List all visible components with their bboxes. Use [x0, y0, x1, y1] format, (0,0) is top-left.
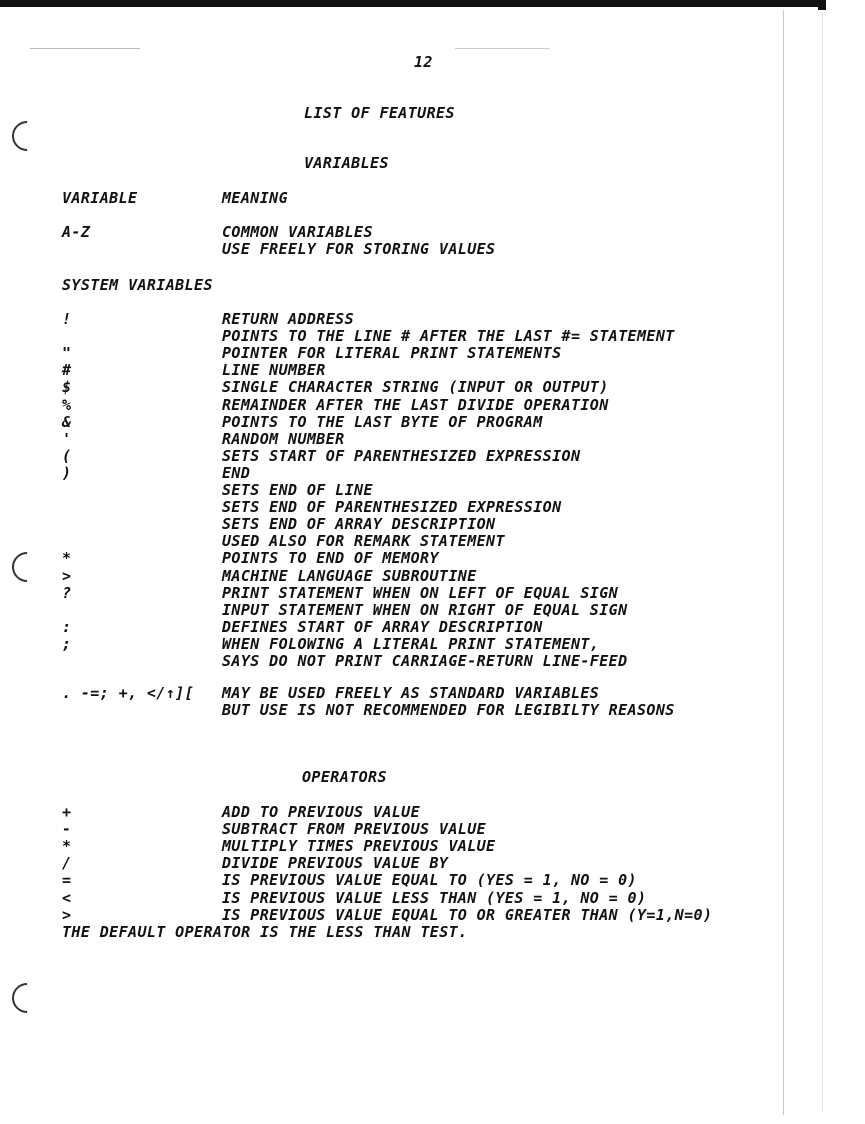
punch-hole-mark: [6, 115, 48, 157]
operators-heading: OPERATORS: [302, 768, 387, 786]
system-variable-description: LINE NUMBER: [222, 361, 326, 380]
page-title: LIST OF FEATURES: [304, 104, 455, 122]
free-variables-line: BUT USE IS NOT RECOMMENDED FOR LEGIBILTY REASONS: [222, 701, 675, 719]
scan-speckle: [30, 48, 140, 49]
system-variable-description: POINTS TO THE LINE # AFTER THE LAST #= STATEMENT: [222, 327, 675, 346]
operator-description: IS PREVIOUS VALUE LESS THAN (YES = 1, NO = 0): [222, 888, 647, 907]
system-variable-description: WHEN FOLOWING A LITERAL PRINT STATEMENT,: [222, 634, 600, 653]
system-variable-description: RETURN ADDRESS: [222, 310, 355, 328]
system-variable-description: POINTER FOR LITERAL PRINT STATEMENTS: [222, 344, 562, 363]
system-variable-symbol: #: [62, 361, 72, 380]
system-variable-symbol: :: [62, 617, 72, 636]
top-border-rule: [0, 0, 824, 7]
system-variable-description: SETS START OF PARENTHESIZED EXPRESSION: [222, 446, 581, 465]
top-border-corner: [818, 0, 826, 10]
free-variables-key: . -=; +, </↑][: [62, 684, 195, 702]
page-edge-line: [783, 10, 784, 1115]
system-variable-symbol: !: [62, 310, 72, 328]
system-variable-description: POINTS TO THE LAST BYTE OF PROGRAM: [222, 412, 543, 431]
system-variable-description: USED ALSO FOR REMARK STATEMENT: [222, 532, 505, 551]
operator-description: ADD TO PREVIOUS VALUE: [222, 803, 421, 821]
punch-hole-mark: [6, 977, 48, 1019]
system-variable-symbol: ": [62, 344, 72, 363]
page-number: 12: [414, 53, 433, 71]
punch-hole-mark: [6, 546, 48, 588]
common-variables-line: USE FREELY FOR STORING VALUES: [222, 240, 496, 258]
operator-symbol: >: [62, 905, 72, 924]
operator-description: MULTIPLY TIMES PREVIOUS VALUE: [222, 837, 496, 856]
system-variable-symbol: ): [62, 463, 72, 482]
system-variable-symbol: ?: [62, 583, 72, 602]
column-header-meaning: MEANING: [222, 189, 289, 207]
system-variable-symbol: *: [62, 549, 72, 568]
system-variable-description: END: [222, 463, 251, 482]
system-variable-symbol: %: [62, 395, 72, 414]
default-operator-note: THE DEFAULT OPERATOR IS THE LESS THAN TEST.: [62, 923, 468, 941]
column-header-variable: VARIABLE: [62, 189, 138, 207]
common-variables-line: COMMON VARIABLES: [222, 223, 373, 241]
common-variables-key: A-Z: [62, 223, 91, 241]
operator-symbol: /: [62, 854, 72, 873]
operator-description: DIVIDE PREVIOUS VALUE BY: [222, 854, 449, 873]
scan-speckle: [455, 48, 550, 49]
system-variable-description: POINTS TO END OF MEMORY: [222, 549, 439, 568]
operator-symbol: =: [62, 871, 72, 890]
system-variable-description: DEFINES START OF ARRAY DESCRIPTION: [222, 617, 543, 636]
system-variable-description: SAYS DO NOT PRINT CARRIAGE-RETURN LINE-FEED: [222, 652, 628, 670]
system-variables-heading: SYSTEM VARIABLES: [62, 276, 213, 294]
operator-symbol: +: [62, 803, 72, 821]
variables-heading: VARIABLES: [304, 154, 389, 172]
operator-description: SUBTRACT FROM PREVIOUS VALUE: [222, 820, 487, 839]
operator-symbol: *: [62, 837, 72, 856]
operator-description: IS PREVIOUS VALUE EQUAL TO OR GREATER THAN (Y=1,N=0): [222, 905, 713, 924]
system-variable-symbol: ': [62, 429, 72, 448]
system-variable-description: SETS END OF PARENTHESIZED EXPRESSION: [222, 498, 562, 517]
system-variable-description: RANDOM NUMBER: [222, 429, 345, 448]
free-variables-line: MAY BE USED FREELY AS STANDARD VARIABLES: [222, 684, 600, 702]
system-variable-symbol: ;: [62, 634, 72, 653]
operator-symbol: <: [62, 888, 72, 907]
system-variable-description: SINGLE CHARACTER STRING (INPUT OR OUTPUT): [222, 378, 609, 397]
system-variable-symbol: (: [62, 446, 72, 465]
system-variable-symbol: >: [62, 566, 72, 585]
system-variable-symbol: &: [62, 412, 72, 431]
system-variable-description: MACHINE LANGUAGE SUBROUTINE: [222, 566, 477, 585]
operator-symbol: -: [62, 820, 72, 839]
system-variable-description: SETS END OF ARRAY DESCRIPTION: [222, 515, 496, 534]
system-variable-description: REMAINDER AFTER THE LAST DIVIDE OPERATION: [222, 395, 609, 414]
operator-description: IS PREVIOUS VALUE EQUAL TO (YES = 1, NO = 0): [222, 871, 637, 890]
system-variable-symbol: $: [62, 378, 72, 397]
system-variable-description: SETS END OF LINE: [222, 481, 373, 499]
page-edge-shadow: [822, 12, 823, 1112]
system-variable-description: INPUT STATEMENT WHEN ON RIGHT OF EQUAL SIGN: [222, 600, 628, 619]
system-variable-description: PRINT STATEMENT WHEN ON LEFT OF EQUAL SIGN: [222, 583, 619, 602]
